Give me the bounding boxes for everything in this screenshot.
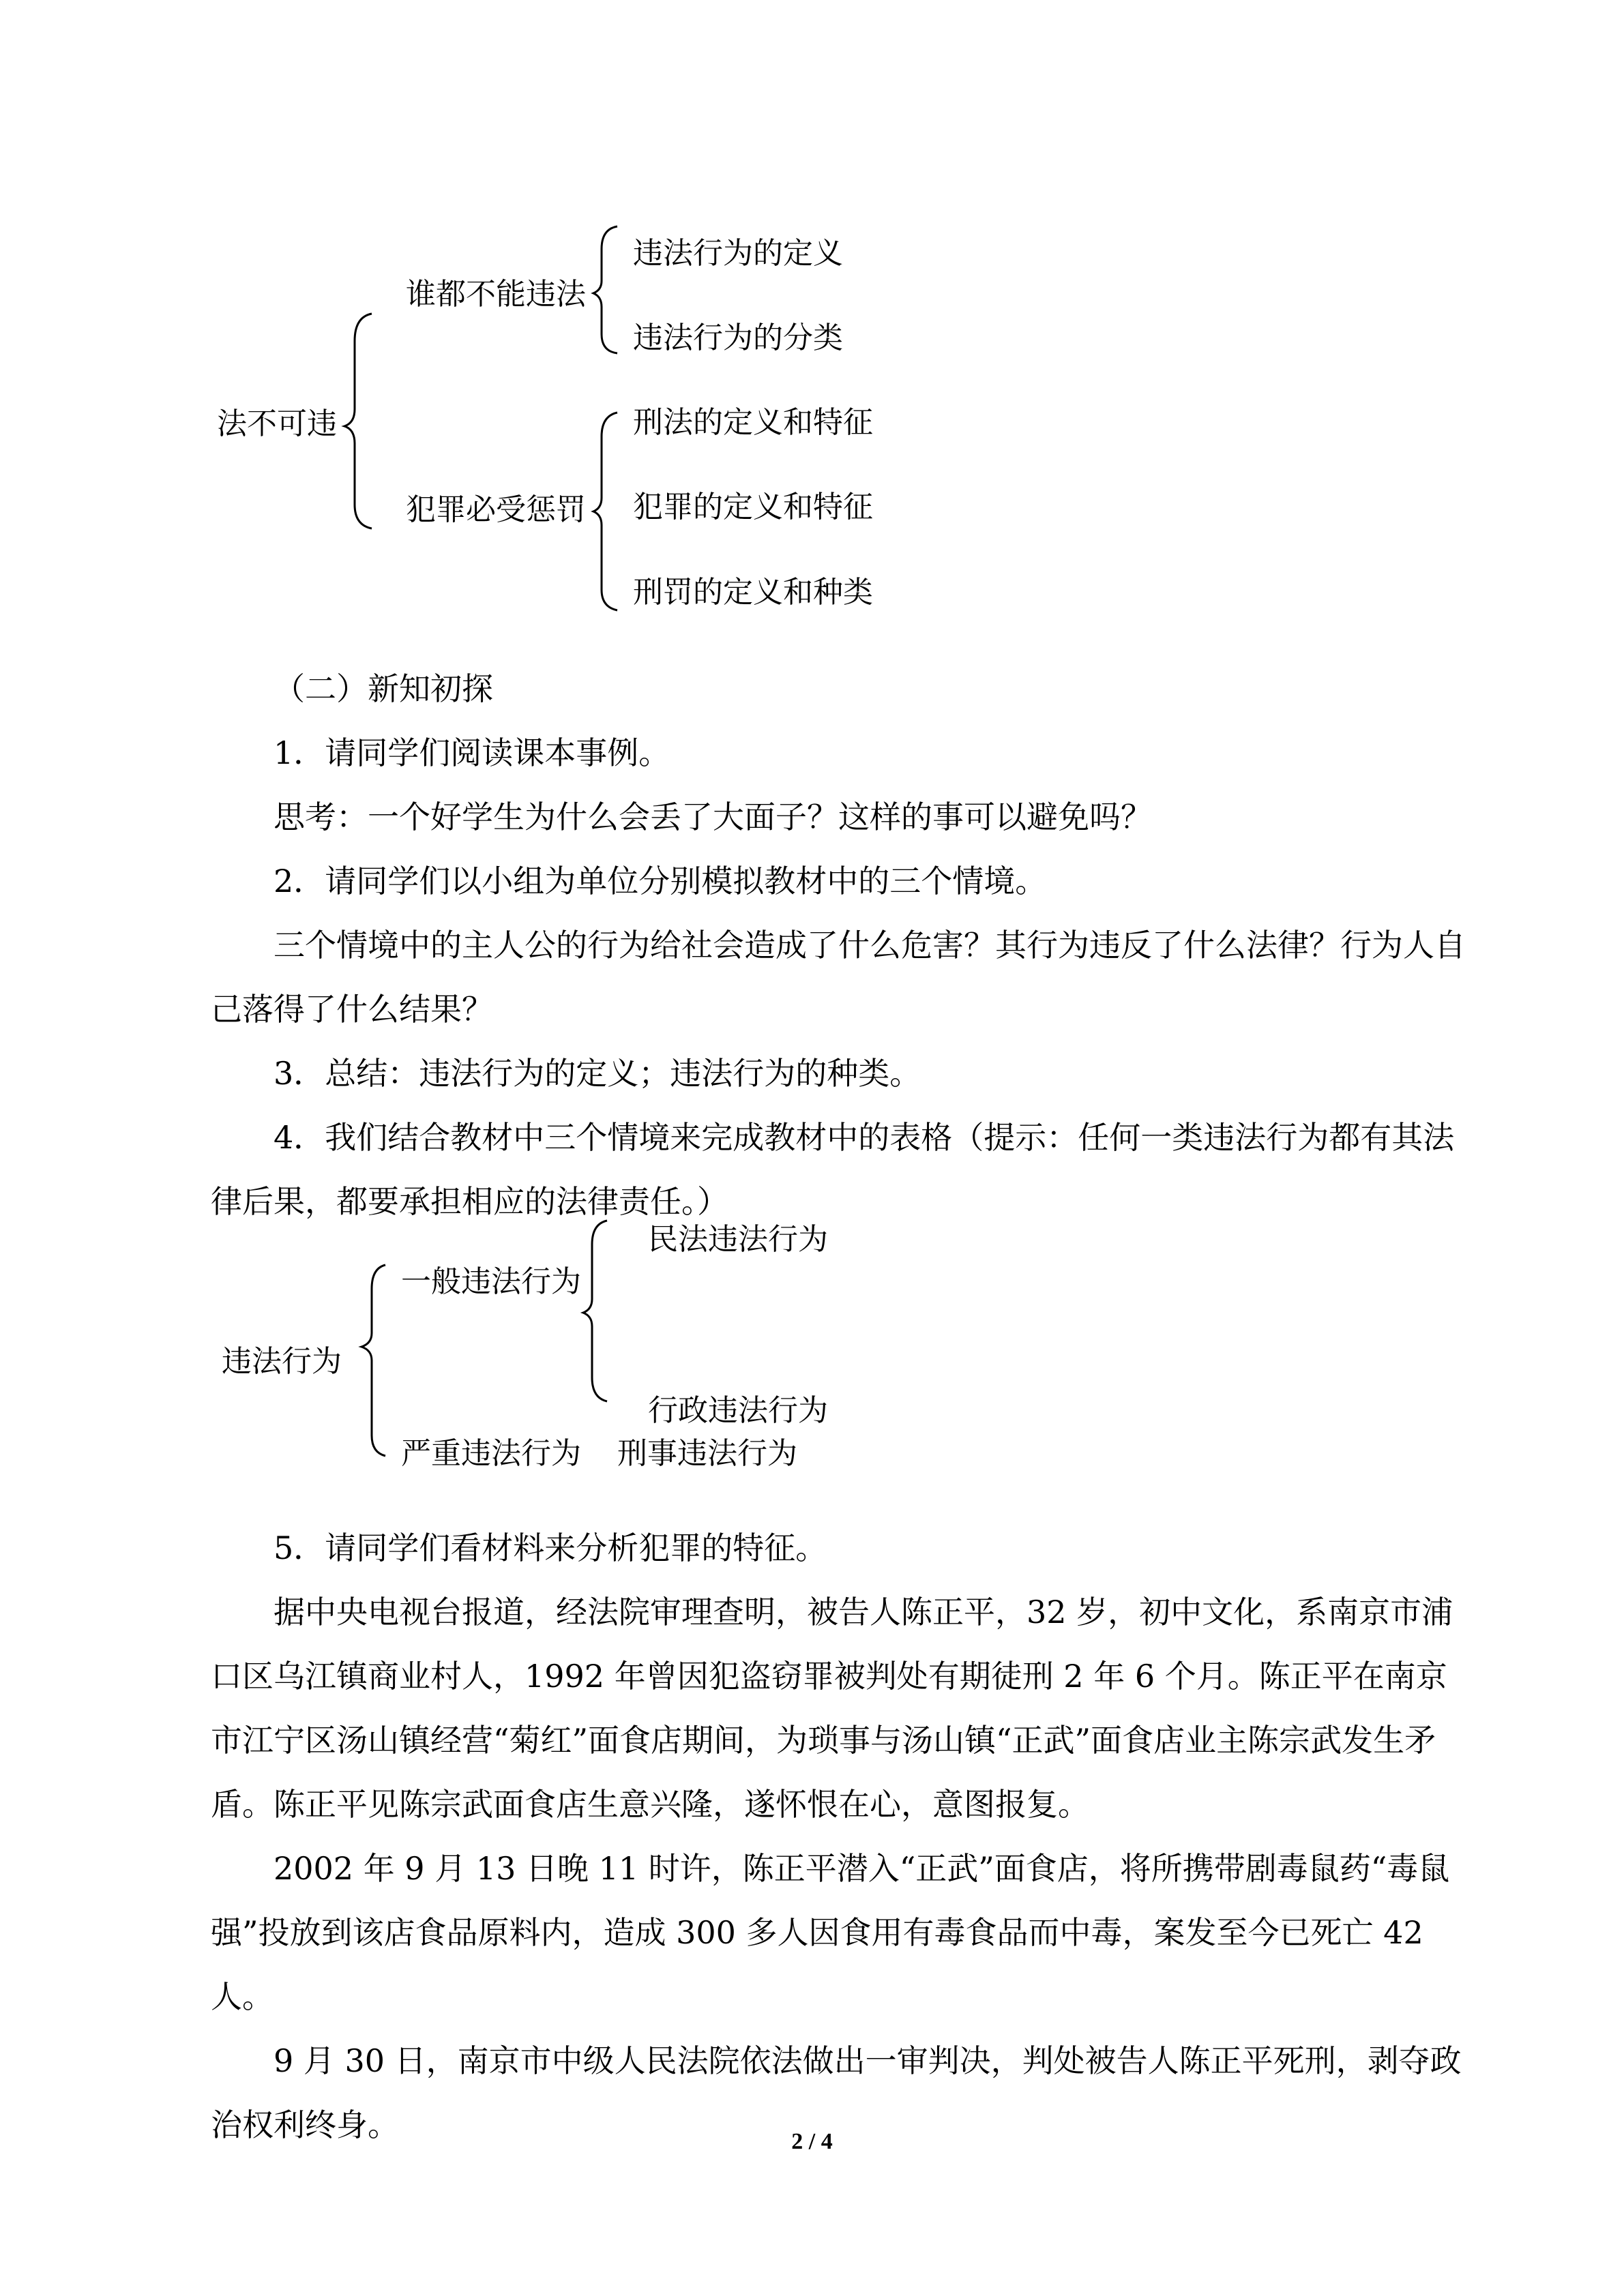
paragraph: 3．总结：违法行为的定义；违法行为的种类。 xyxy=(274,1055,921,1092)
paragraph: 据中央电视台报道，经法院审理查明，被告人陈正平，32 岁，初中文化，系南京市浦口区乌江镇商业村人，1992 年曾因犯盗窃罪被判处有期徒刑 2 年 6 个月。陈正平在南京市江宁区汤山镇经营“菊红”面食店期间，为琐事与汤山镇“正武”面食店业主陈宗武发生矛盾。陈正平见陈宗武面食店生意兴隆，遂怀恨在心，意图报复。 xyxy=(211,1594,1453,1823)
paragraph: 思考：一个好学生为什么会丢了大面子？这样的事可以避免吗？ xyxy=(274,799,1152,835)
paragraph: 2．请同学们以小组为单位分别模拟教材中的三个情境。 xyxy=(274,863,1047,899)
paragraph: 三个情境中的主人公的行为给社会造成了什么危害？其行为违反了什么法律？行为人自己落得了什么结果？ xyxy=(211,927,1466,1028)
diagram2-branch1-item: 行政违法行为 xyxy=(648,1393,828,1428)
diagram1-branch2-item: 犯罪的定义和特征 xyxy=(633,490,873,524)
paragraph: 9 月 30 日，南京市中级人民法院依法做出一审判决，判处被告人陈正平死刑，剥夺政治权利终身。 xyxy=(211,2042,1462,2143)
diagram2-branch1: 一般违法行为 xyxy=(401,1264,581,1299)
diagram2-root: 违法行为 xyxy=(222,1344,342,1379)
body-text-block-1 xyxy=(211,657,1473,1234)
diagram1-branch2: 犯罪必受惩罚 xyxy=(406,492,586,527)
diagram2-branch2-item: 刑事违法行为 xyxy=(617,1436,797,1471)
paragraph: 4．我们结合教材中三个情境来完成教材中的表格（提示：任何一类违法行为都有其法律后果，都要承担相应的法律责任。） xyxy=(211,1119,1455,1220)
diagram2-branch1-item: 民法违法行为 xyxy=(648,1222,828,1257)
concept-diagram-illegal-acts xyxy=(0,1210,1624,1483)
section-heading: （二）新知初探 xyxy=(274,670,493,707)
diagram1-branch2-item: 刑罚的定义和种类 xyxy=(633,575,873,610)
paragraph: 2002 年 9 月 13 日晚 11 时许，陈正平潜入“正武”面食店，将所携带剧毒鼠药“毒鼠强”投放到该店食品原料内，造成 300 多人因食用有毒食品而中毒，案发至今已死亡 42 人。 xyxy=(211,1850,1450,2015)
concept-diagram-law xyxy=(0,205,1624,627)
page-number: 2 / 4 xyxy=(791,2129,833,2154)
diagram1-branch1-item: 违法行为的定义 xyxy=(633,236,843,271)
diagram1-branch2-item: 刑法的定义和特征 xyxy=(633,405,873,440)
paragraph: 1．请同学们阅读课本事例。 xyxy=(274,734,670,771)
diagram2-branch2: 严重违法行为 xyxy=(401,1436,581,1471)
diagram1-branch1: 谁都不能违法 xyxy=(406,277,586,312)
diagram1-branch1-item: 违法行为的分类 xyxy=(633,320,843,355)
body-text-block-2 xyxy=(211,1516,1473,2157)
paragraph: 5．请同学们看材料来分析犯罪的特征。 xyxy=(274,1530,827,1566)
diagram1-root: 法不可违 xyxy=(217,406,337,441)
